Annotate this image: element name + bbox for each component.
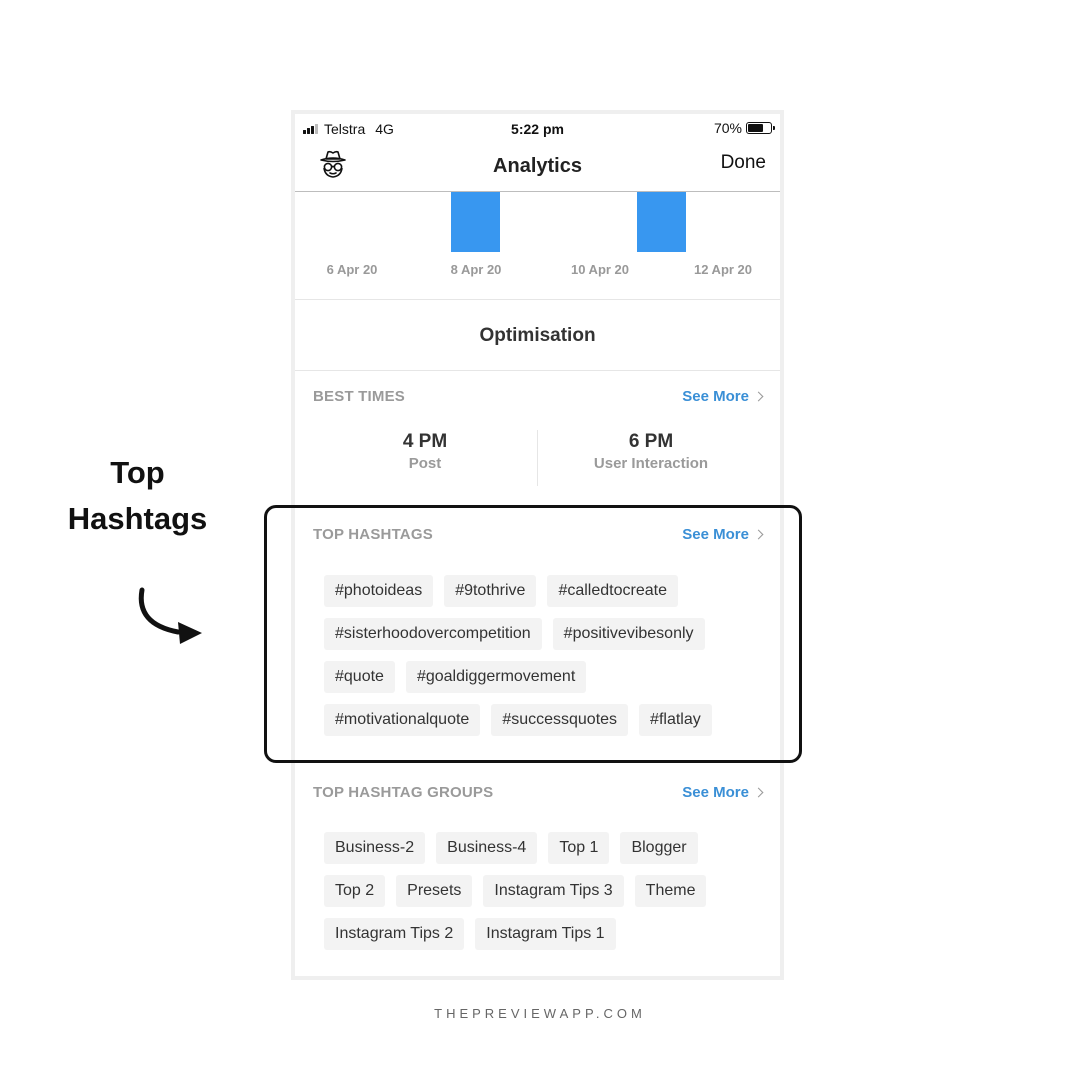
hashtag-group-chip[interactable]: Instagram Tips 2 [324,918,464,950]
hashtag-group-chip[interactable]: Theme [635,875,707,907]
footer-watermark: THEPREVIEWAPP.COM [434,1006,646,1021]
post-time-label: Post [408,455,442,472]
top-hashtag-groups-label: TOP HASHTAG GROUPS [313,784,494,801]
activity-chart [295,192,780,300]
hashtag-group-chip[interactable]: Business-2 [324,832,425,864]
post-time-value: 4 PM [402,431,448,452]
nav-bar [295,144,780,192]
interaction-time-value: 6 PM [628,431,674,452]
battery-icon [746,122,772,134]
annotation-line: Top [110,455,165,490]
nav-title: Analytics [493,155,582,177]
hashtag-chip[interactable]: #9tothrive [444,575,536,607]
hashtag-group-chip[interactable]: Top 1 [548,832,609,864]
see-more-label: See More [682,784,749,801]
chart-x-label: 10 Apr 20 [570,262,630,277]
hashtag-chip[interactable]: #photoideas [324,575,433,607]
status-time: 5:22 pm [511,121,564,137]
hashtag-chip[interactable]: #flatlay [639,704,712,736]
network-type: 4G [375,121,394,137]
hashtag-group-chip[interactable]: Blogger [620,832,697,864]
optimisation-title: Optimisation [295,300,780,371]
hashtag-chip[interactable]: #positivevibesonly [553,618,705,650]
chart-x-label: 12 Apr 20 [693,262,753,277]
status-bar [295,114,780,144]
hashtag-chip[interactable]: #goaldiggermovement [406,661,586,693]
annotation-label [40,450,235,542]
hashtag-group-chip[interactable]: Business-4 [436,832,537,864]
battery-fill [748,124,763,132]
post-time-column [313,430,537,474]
interaction-time-column [537,430,765,474]
chevron-right-icon [754,392,764,402]
best-times-values [295,430,780,486]
top-hashtags-label: TOP HASHTAGS [313,526,433,543]
chart-area [295,192,780,300]
top-hashtag-groups-list [324,832,744,961]
chart-bar [637,192,686,252]
battery-percent: 70% [713,120,742,136]
hashtag-group-chip[interactable]: Instagram Tips 1 [475,918,615,950]
chart-bar [451,192,500,252]
curved-arrow-icon [128,582,210,652]
best-times-header [313,388,762,408]
hashtag-chip[interactable]: #motivationalquote [324,704,480,736]
top-hashtag-groups-see-more-button[interactable] [682,784,762,801]
hashtag-group-chip[interactable]: Instagram Tips 3 [483,875,623,907]
hashtag-group-chip[interactable]: Top 2 [324,875,385,907]
hashtag-chip[interactable]: #sisterhoodovercompetition [324,618,542,650]
top-hashtag-groups-header [313,784,762,804]
interaction-time-label: User Interaction [593,455,709,472]
chevron-right-icon [754,788,764,798]
hashtag-chip[interactable]: #quote [324,661,395,693]
best-times-label: BEST TIMES [313,388,406,405]
hashtag-group-chip[interactable]: Presets [396,875,472,907]
chart-x-label: 6 Apr 20 [326,262,378,277]
highlight-box [264,505,802,763]
chart-x-label: 8 Apr 20 [450,262,502,277]
best-times-see-more-button[interactable] [682,388,762,405]
status-right [714,120,772,136]
see-more-label: See More [682,526,749,543]
carrier-name: Telstra [324,121,366,137]
hashtag-chip[interactable]: #calledtocreate [547,575,678,607]
see-more-label: See More [682,388,749,405]
hashtag-chip[interactable]: #successquotes [491,704,628,736]
annotation-line: Hashtags [67,501,208,536]
done-button[interactable]: Done [720,152,766,173]
